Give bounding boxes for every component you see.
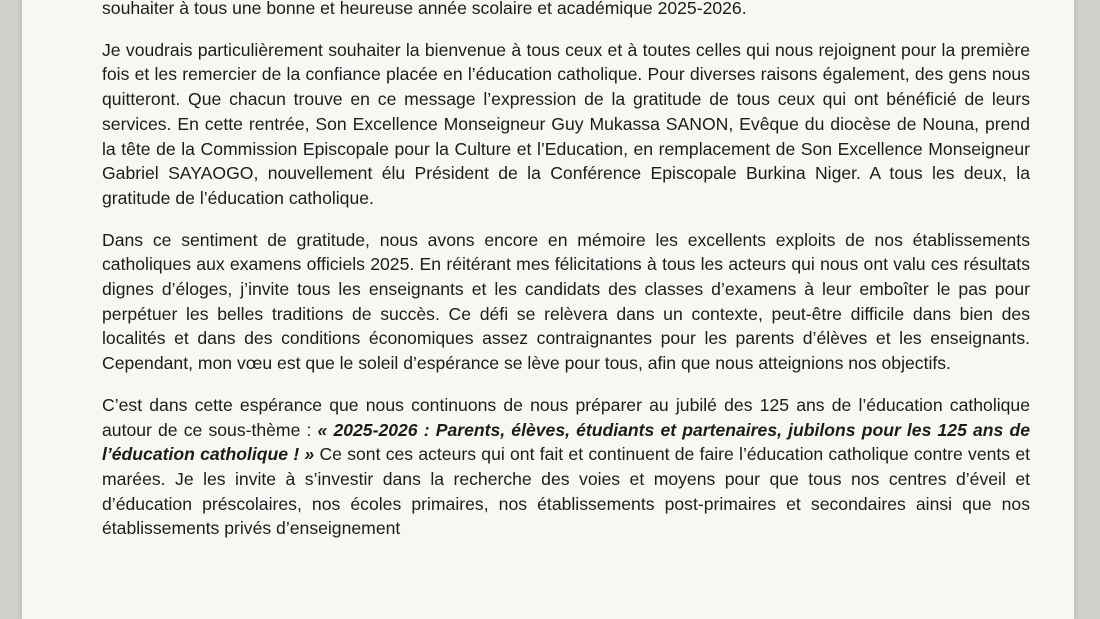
paragraph-intro-end: souhaiter à tous une bonne et heureuse année scolaire et académique 2025-2026. — [102, 0, 747, 18]
paragraph-jubilee — [102, 393, 1030, 541]
paragraph-gratitude: Dans ce sentiment de gratitude, nous avons encore en mémoire les excellents exploits de nos établissements catholiques aux examens officiels 2025. En réitérant mes félicitations à tous les acteurs qui nous ont valu ces résultats dignes d’éloges, j’invite tous les enseignants et les candidats des classes d’examens à leur emboîter le pas pour perpétuer les belles traditions de succès. Ce défi se relèvera dans un contexte, peut-être difficile dans bien des localités et dans des conditions économiques assez contraignantes pour les parents d’élèves et les enseignants. Cependant, mon vœu est que le soleil d’espérance se lève pour tous, afin que nous atteignions nos objectifs. — [102, 229, 1030, 374]
jubilee-theme-quote: « 2025-2026 : Parents, élèves, étudiants et partenaires, jubilons pour les 125 ans de l’éducation catholique ! » — [102, 419, 1030, 465]
letter-body — [102, 0, 1030, 558]
jubilee-text-end: Ce sont ces acteurs qui ont fait et continuent de faire l’éducation catholique contre vents et marées. Je les invite à s’investir dans la recherche des voies et moyens pour que tous nos centres d’éveil et d’éducation préscolaires, nos écoles primaires, nos établissements post-primaires et secondaires ainsi que nos établissements privés d’enseignement — [102, 444, 1030, 539]
paragraph-welcome: Je voudrais particulièrement souhaiter la bienvenue à tous ceux et à toutes celles qui nous rejoignent pour la première fois et les remercier de la confiance placée en l’éducation catholique. Pour diverses raisons également, des gens nous quitteront. Que chacun trouve en ce message l’expression de la gratitude de tous ceux qui ont bénéficié de leurs services. En cette rentrée, Son Excellence Monseigneur Guy Mukassa SANON, Evêque du diocèse de Nouna, prend la tête de la Commission Episcopale pour la Culture et l’Education, en remplacement de Son Excellence Monseigneur Gabriel SAYAOGO, nouvellement élu Président de la Conférence Episcopale Burkina Niger. A tous les deux, la gratitude de l’éducation catholique. — [102, 39, 1030, 208]
jubilee-text-start: C’est dans cette espérance que nous continuons de nous préparer au jubilé des 125 ans de l’éducation catholique autour de ce sous-thème : — [102, 394, 1030, 440]
document-page — [22, 0, 1074, 619]
